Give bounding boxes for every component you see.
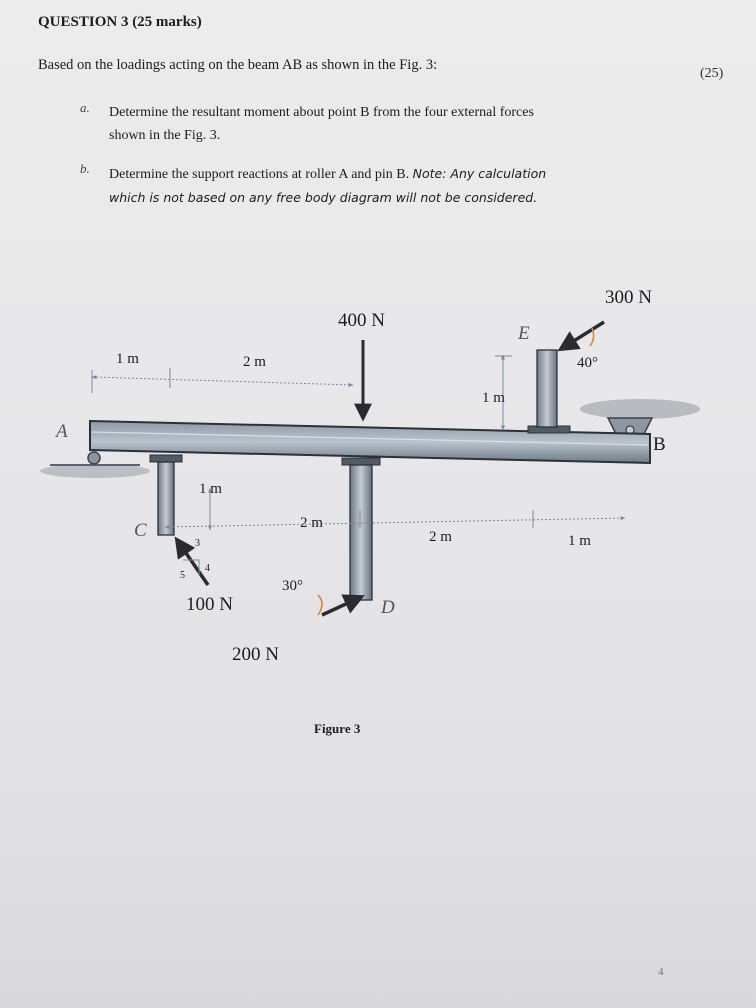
question-heading: QUESTION 3 (25 marks)	[38, 14, 202, 30]
dim-c-1m: 1 m	[199, 481, 222, 497]
dim-right-1m: 1 m	[568, 533, 591, 549]
angle-30-label: 30°	[282, 578, 303, 594]
dim-mid-2m: 2 m	[300, 515, 323, 531]
label-c: C	[134, 520, 147, 541]
slope-3-label: 3	[195, 538, 200, 549]
slope-4-label: 4	[205, 563, 210, 574]
force-400-label: 400 N	[338, 310, 385, 331]
figure-caption: Figure 3	[314, 721, 361, 736]
post-d	[342, 458, 380, 600]
force-300-label: 300 N	[605, 287, 652, 308]
part-a-line2: shown in the Fig. 3.	[109, 128, 221, 143]
marks-label: (25)	[700, 66, 724, 81]
roller-support-a	[40, 452, 150, 478]
dim-right-2m: 2 m	[429, 529, 452, 545]
part-a-label: a.	[80, 100, 90, 115]
dim-top-2m: 2 m	[243, 354, 266, 370]
slope-5-label: 5	[180, 570, 185, 581]
post-e	[528, 350, 570, 433]
label-d: D	[381, 597, 395, 618]
page-number: 4	[658, 966, 664, 978]
part-b-note: Note: Any calculation	[412, 166, 547, 181]
angle-40-label: 40°	[577, 355, 598, 371]
part-b-line2: which is not based on any free body diagram will not be considered.	[109, 190, 538, 205]
label-b: B	[653, 434, 666, 455]
question-intro: Based on the loadings acting on the beam AB as shown in the Fig. 3:	[38, 57, 438, 73]
part-a-line1: Determine the resultant moment about point B from the four external forces	[109, 105, 534, 120]
force-100-label: 100 N	[186, 594, 233, 615]
post-c	[150, 455, 182, 535]
label-a: A	[56, 421, 68, 442]
part-b-line1-main: Determine the support reactions at roller A and pin B.	[109, 167, 410, 182]
force-300-arrow	[561, 322, 604, 349]
force-200-arrow	[322, 597, 361, 615]
force-200-label: 200 N	[232, 644, 279, 665]
dim-top-1m: 1 m	[116, 351, 139, 367]
label-e: E	[518, 323, 530, 344]
part-b-label: b.	[80, 161, 90, 176]
dim-e-1m: 1 m	[482, 390, 505, 406]
